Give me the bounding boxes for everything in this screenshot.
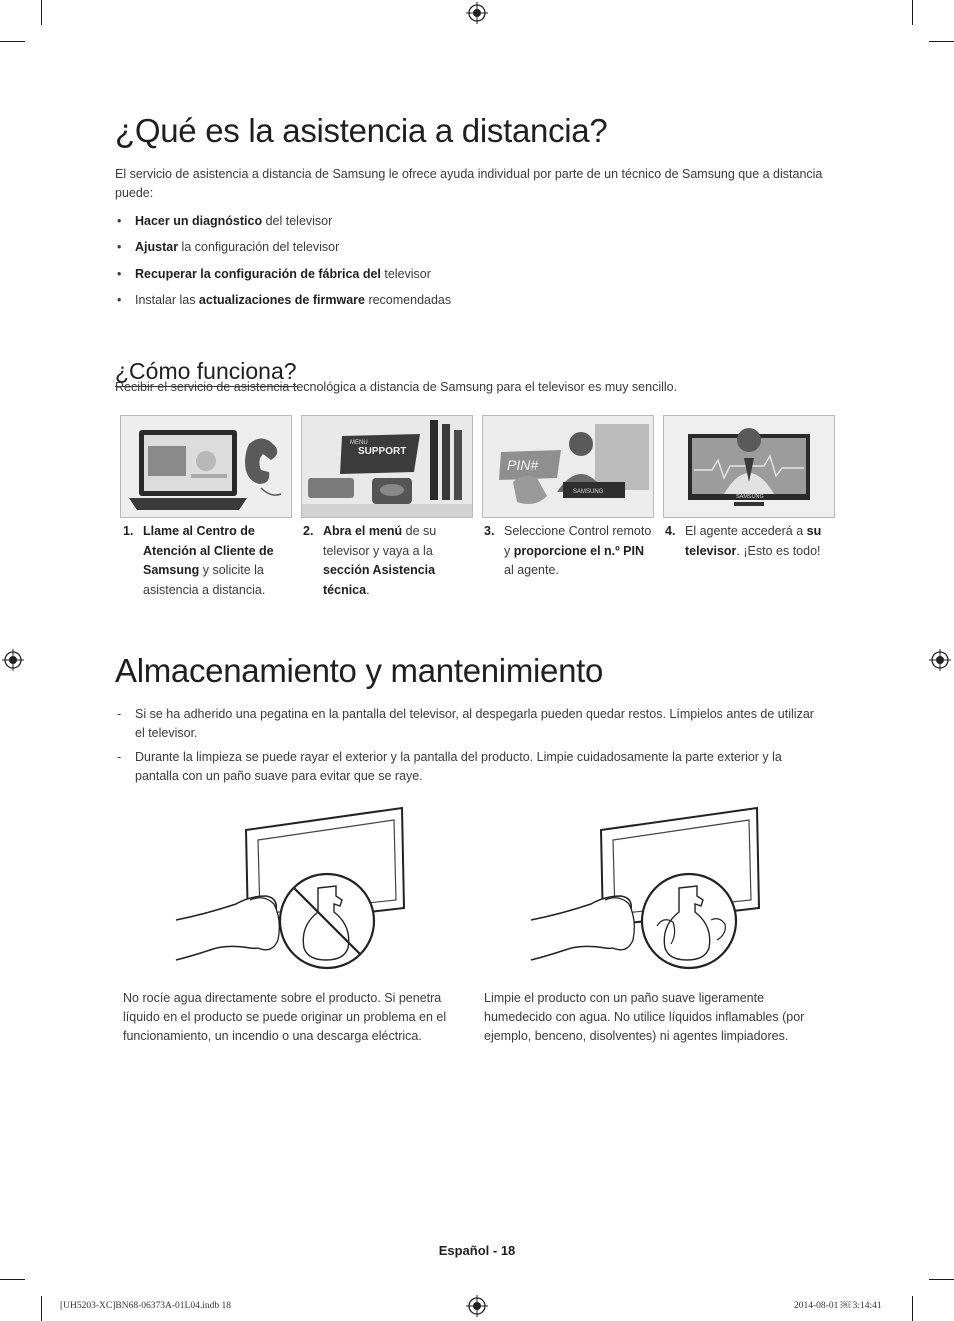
registration-mark-icon [2,649,24,671]
crop-mark [41,1296,42,1321]
step-3: 3. Seleccione Control remoto y proporcione el n.º PIN al agente. [484,524,652,577]
crop-mark [0,41,25,42]
caption-damp-cloth: Limpie el producto con un paño suave ligeramente humedecido con agua. No utilice líquidos inflamables (por ejemplo, benceno, disolventes) ni agentes limpiadores. [484,991,805,1043]
svg-text:PIN#: PIN# [507,457,539,473]
print-slug-right: 2014-08-01 ￼ 3:14:41 [794,1301,882,1311]
svg-text:SAMSUNG: SAMSUNG [736,494,764,500]
remote-support-intro: El servicio de asistencia a distancia de Samsung le ofrece ayuda individual por parte de un técnico de Samsung que a distancia puede: [115,167,823,200]
step-2: 2. Abra el menú de su televisor y vaya a la sección Asistencia técnica. [303,524,437,597]
list-item: • Ajustar la configuración del televisor [117,240,340,254]
svg-text:MENU: MENU [350,440,368,446]
page-number: Español - 18 [438,1243,516,1258]
crop-mark [0,1279,25,1280]
registration-mark-icon [929,649,951,671]
registration-mark-icon [466,1295,488,1317]
how-it-works-intro: Recibir el servicio de asistencia tecnológica a distancia de Samsung para el televisor es muy sencillo. [115,380,678,394]
step-image-agent-tv [663,415,835,518]
step-1: 1. Llame al Centro de Atención al Cliente de Samsung y solicite la asistencia a distancia. [123,524,274,597]
svg-text:SUPPORT: SUPPORT [358,446,407,457]
illustration-no-spray [170,800,420,975]
crop-mark [929,1279,954,1280]
step-4: 4. El agente accederá a su televisor. ¡Esto es todo! [665,524,822,558]
step-image-support-menu [301,415,473,518]
svg-text:SAMSUNG: SAMSUNG [573,489,604,495]
crop-mark [912,0,913,25]
print-slug-left: [UH5203-XC]BN68-06373A-01L04.indb 18 [60,1301,231,1311]
step-image-pin-agent [482,415,654,518]
crop-mark [929,41,954,42]
section-title-storage-maintenance: Almacenamiento y mantenimiento [115,652,604,689]
caption-no-spray: No rocíe agua directamente sobre el producto. Si penetra líquido en el producto se puede originar un problema en el funcionamiento, un incendio o una descarga eléctrica. [123,991,447,1043]
step-image-laptop-phone [120,415,292,518]
registration-mark-icon [466,2,488,24]
list-item: - Si se ha adherido una pegatina en la pantalla del televisor, al despegarla pueden quedar restos. Límpielos antes de utilizar el televisor. [117,707,814,740]
list-item: • Recuperar la configuración de fábrica del televisor [117,267,431,281]
crop-mark [912,1296,913,1321]
section-heading-how-it-works: ¿Cómo funciona? [115,357,297,387]
crop-mark [41,0,42,25]
page-title-remote-support: ¿Qué es la asistencia a distancia? [115,112,608,149]
illustration-damp-cloth [525,800,775,975]
list-item: • Hacer un diagnóstico del televisor [117,214,333,228]
list-item: • Instalar las actualizaciones de firmware recomendadas [117,293,452,307]
list-item: - Durante la limpieza se puede rayar el exterior y la pantalla del producto. Limpie cuidadosamente la parte exterior y la pantalla con un paño suave para evitar que se raye. [117,750,782,783]
